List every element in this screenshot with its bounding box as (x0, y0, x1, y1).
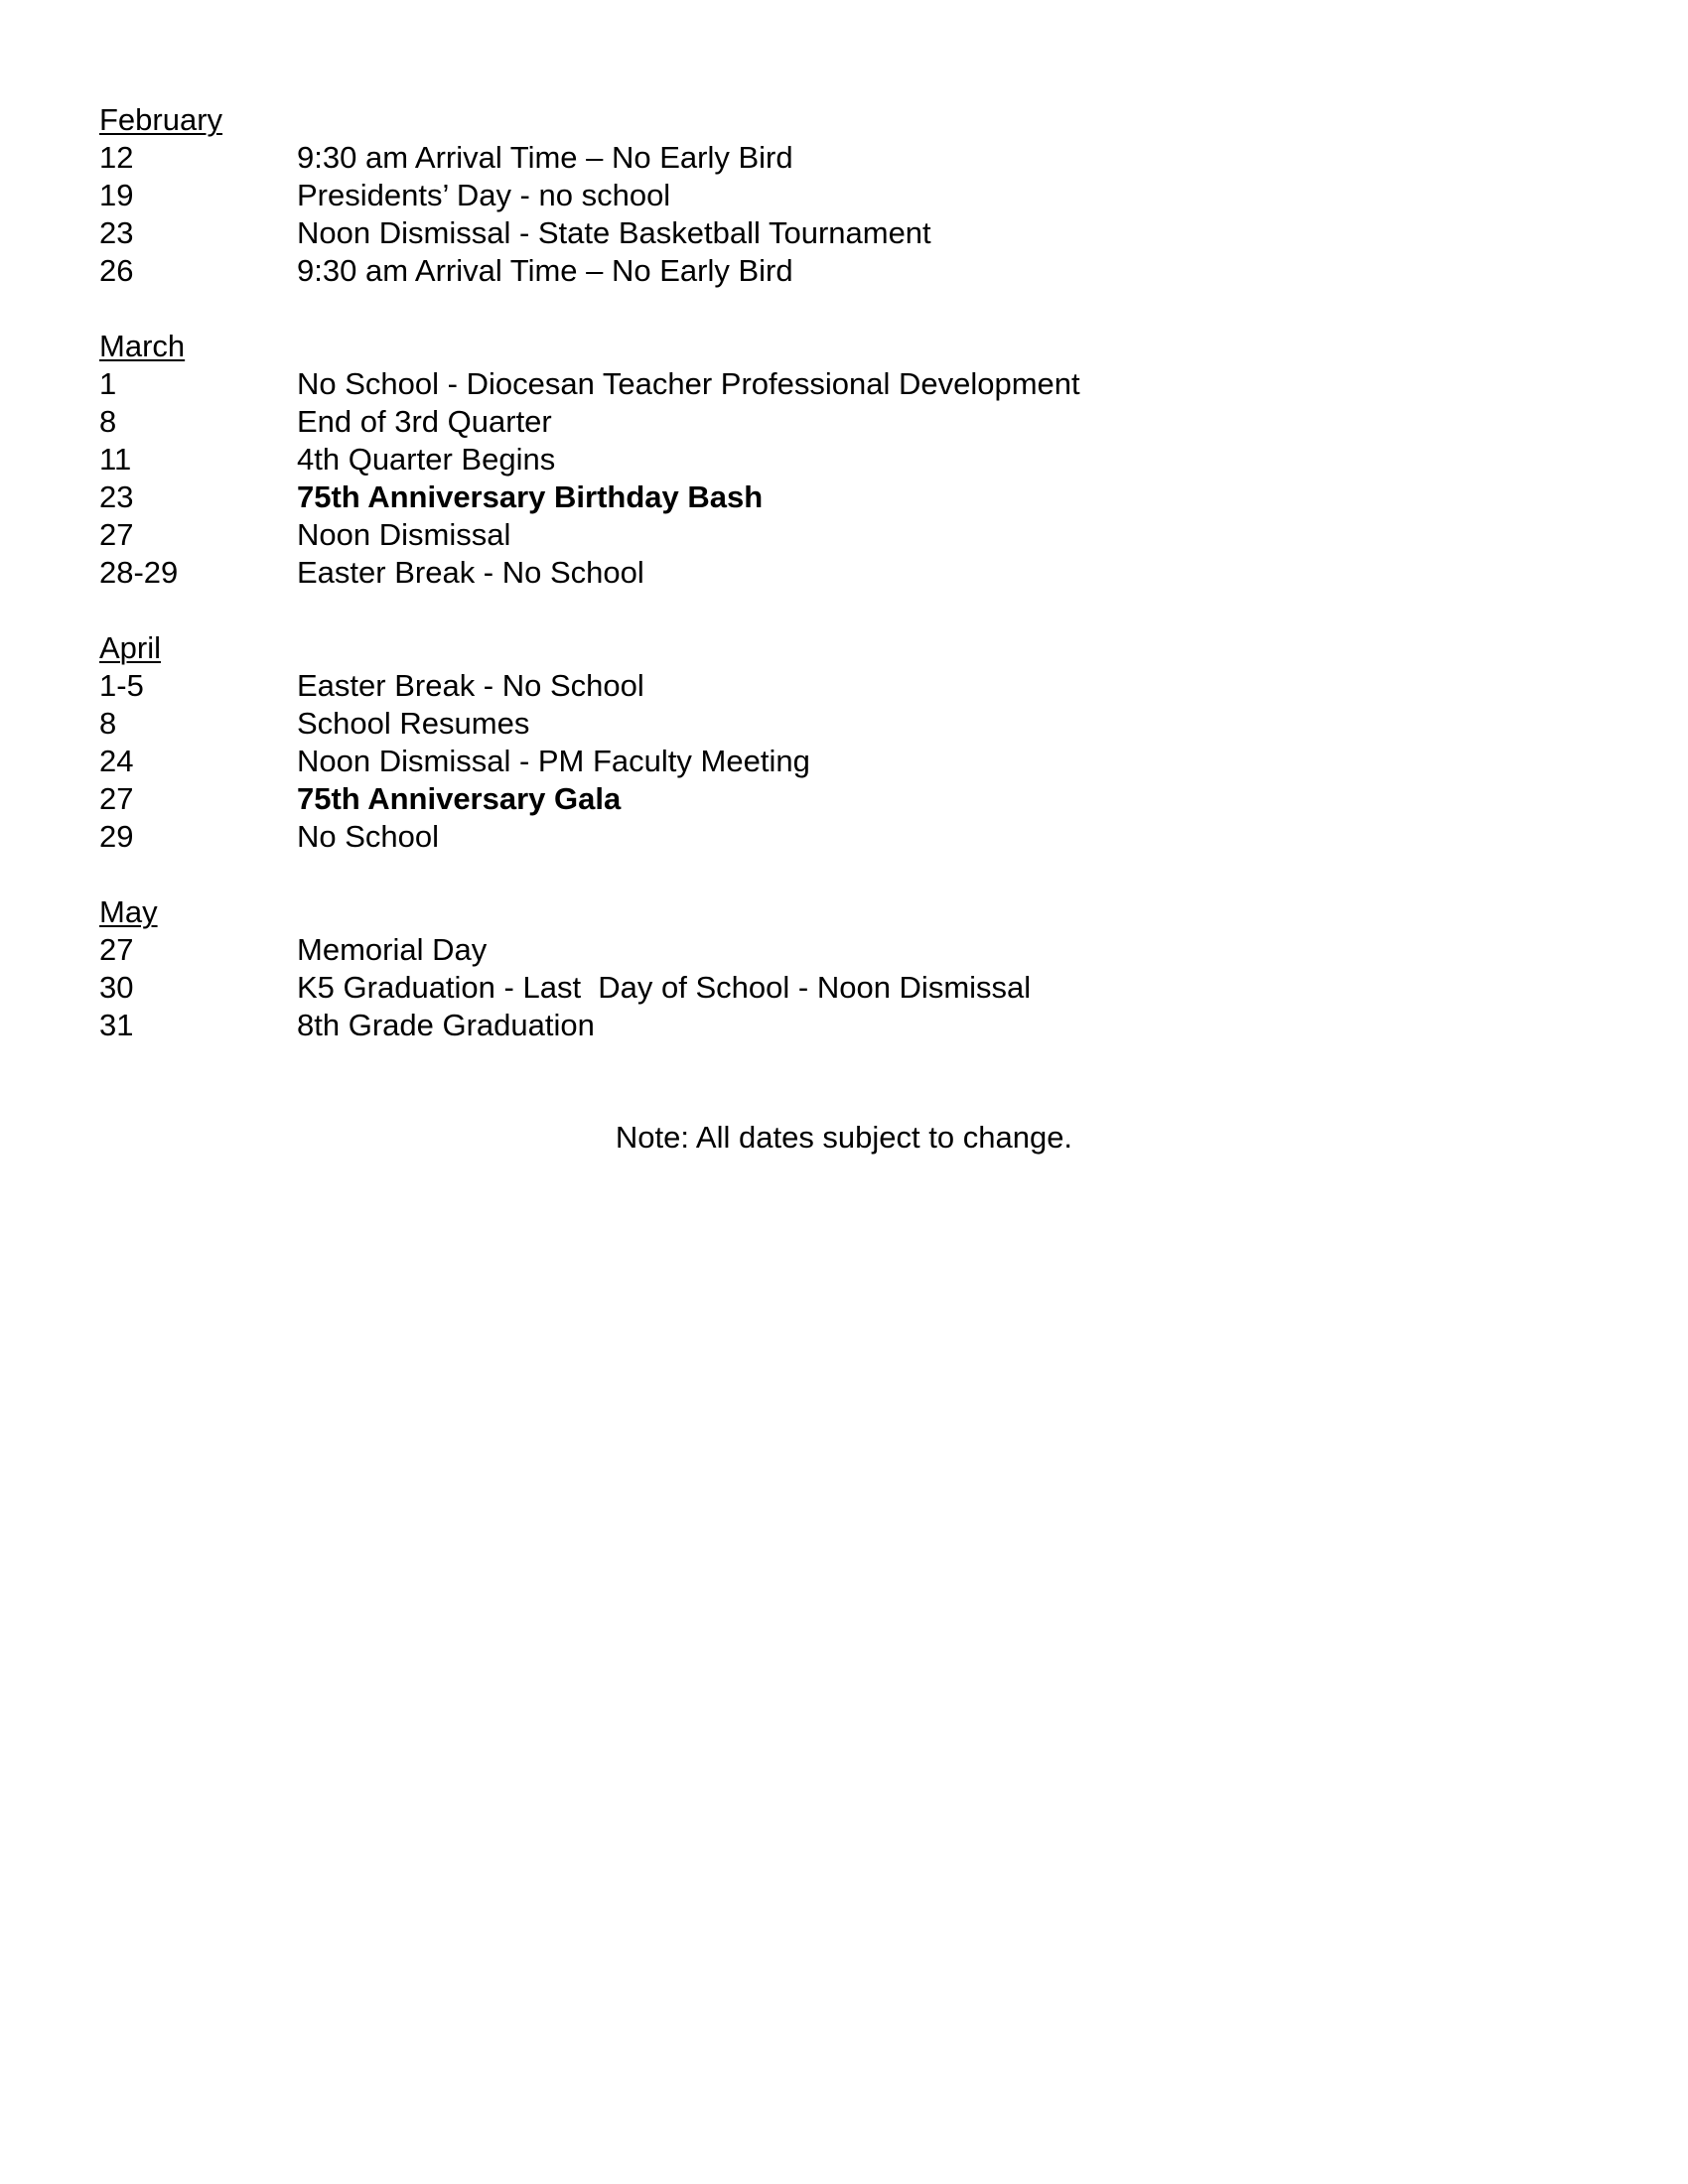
event-date: 1 (99, 366, 117, 401)
school-calendar (99, 101, 1489, 1082)
event-row (99, 478, 1489, 516)
note-block (0, 1119, 1688, 1157)
event-description: K5 Graduation - Last Day of School - Noon Dismissal (297, 970, 1032, 1005)
month-heading: April (99, 630, 162, 665)
event-description: Presidents’ Day - no school (297, 178, 671, 212)
event-row (99, 441, 1489, 478)
event-date: 30 (99, 970, 134, 1005)
event-date: 23 (99, 479, 134, 514)
event-row (99, 554, 1489, 592)
event-description: Memorial Day (297, 932, 488, 967)
event-row (99, 177, 1489, 214)
month-heading: March (99, 329, 186, 363)
event-date: 8 (99, 404, 117, 439)
event-description: 75th Anniversary Gala (297, 781, 622, 816)
event-row (99, 818, 1489, 856)
event-row (99, 214, 1489, 252)
event-description: 4th Quarter Begins (297, 442, 556, 477)
event-description: No School (297, 819, 440, 854)
month-heading: February (99, 102, 223, 137)
event-description: School Resumes (297, 706, 530, 741)
event-description: 9:30 am Arrival Time – No Early Bird (297, 253, 793, 288)
event-date: 12 (99, 140, 134, 175)
month-block-may (99, 893, 1489, 1044)
event-date: 11 (99, 442, 132, 477)
event-date: 23 (99, 215, 134, 250)
event-date: 27 (99, 781, 134, 816)
month-block-february (99, 101, 1489, 290)
event-description: Noon Dismissal (297, 517, 511, 552)
event-description: End of 3rd Quarter (297, 404, 552, 439)
event-description: No School - Diocesan Teacher Professional Development (297, 366, 1080, 401)
event-row (99, 139, 1489, 177)
event-row (99, 365, 1489, 403)
note-text: Note: All dates subject to change. (615, 1120, 1073, 1155)
event-description: Easter Break - No School (297, 668, 644, 703)
event-description: Easter Break - No School (297, 555, 644, 590)
event-row (99, 705, 1489, 743)
event-row (99, 780, 1489, 818)
event-date: 27 (99, 517, 134, 552)
event-date: 1-5 (99, 668, 144, 703)
event-description: 75th Anniversary Birthday Bash (297, 479, 764, 514)
month-heading: May (99, 894, 158, 929)
event-row (99, 667, 1489, 705)
event-row (99, 252, 1489, 290)
event-date: 19 (99, 178, 134, 212)
event-date: 29 (99, 819, 134, 854)
event-date: 28-29 (99, 555, 179, 590)
event-row (99, 969, 1489, 1007)
event-date: 31 (99, 1008, 134, 1042)
event-row (99, 516, 1489, 554)
event-description: 8th Grade Graduation (297, 1008, 595, 1042)
event-date: 24 (99, 744, 134, 778)
month-block-april (99, 629, 1489, 856)
event-row (99, 1007, 1489, 1044)
event-description: Noon Dismissal - State Basketball Tournament (297, 215, 931, 250)
event-date: 27 (99, 932, 134, 967)
event-date: 8 (99, 706, 117, 741)
event-description: 9:30 am Arrival Time – No Early Bird (297, 140, 793, 175)
event-row (99, 931, 1489, 969)
event-row (99, 403, 1489, 441)
month-block-march (99, 328, 1489, 592)
event-description: Noon Dismissal - PM Faculty Meeting (297, 744, 810, 778)
event-date: 26 (99, 253, 134, 288)
event-row (99, 743, 1489, 780)
